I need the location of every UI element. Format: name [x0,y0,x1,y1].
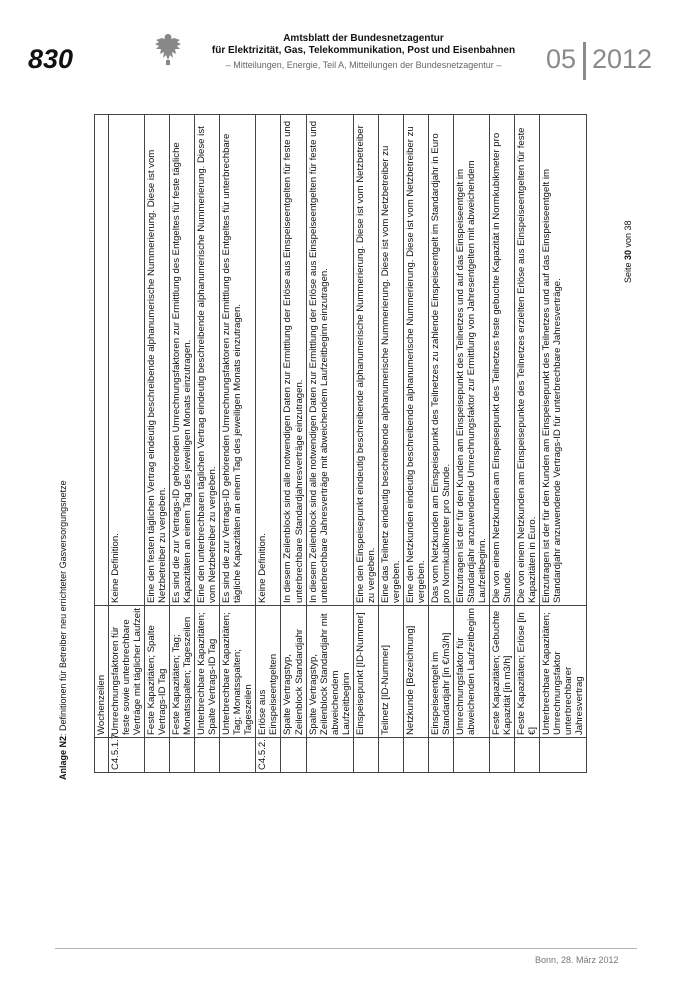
table-row [378,115,403,773]
row-code-cell [195,738,220,773]
row-code-cell [540,738,587,773]
table-row [256,115,281,773]
row-field-cell: Feste Kapazitäten; Erlöse [in €] [515,606,540,738]
row-description-cell: In diesem Zeilenblock sind alle notwendigen Daten zur Ermittlung der Erlöse aus Einspeiseentgelten für feste und unterbrechbare Standardjahresverträge einzutragen. [281,115,306,606]
row-field-cell: Erlöse aus Einspeiseentgelten [256,606,281,738]
row-field-cell: Umrechnungsfaktor für abweichenden Laufzeitbeginn [453,606,489,738]
table-row [540,115,587,773]
row-description-cell: Eine den Einspeisepunkt eindeutig beschreibende alphanumerische Nummerierung. Diese ist vom Netzbetreiber zu vergeben. [353,115,378,606]
row-code-cell [428,738,453,773]
row-code-cell [220,738,256,773]
row-code-cell [490,738,515,773]
row-code-cell [95,738,109,773]
page-counter-mid: von [623,230,633,250]
row-field-cell: Wochenzeilen [95,606,109,738]
row-field-cell: Teilnetz [ID-Nummer] [378,606,403,738]
row-field-cell: Netzkunde [Bezeichnung] [403,606,428,738]
row-description-cell: Die von einem Netzkunden am Einspeisepunkt des Teilnetzes feste gebuchte Kapazität in Normkubikmeter pro Stunde. [490,115,515,606]
federal-eagle-logo [153,32,183,66]
row-description-cell: Einzutragen ist der für den Kunden am Einspeisepunkt des Teilnetzes und auf das Einspeiseentgelt im Standardjahr anzuwendende Vertrags-ID für unterbrechbare Jahresverträge. [540,115,587,606]
publisher-subtitle: für Elektrizität, Gas, Telekommunikation, Post und Eisenbahnen [211,45,516,56]
row-description-cell: Eine den festen täglichen Vertrag eindeutig beschreibende alphanumerische Nummerierung. Diese ist vom Netzbetreiber zu vergeben. [145,115,170,606]
definitions-table [94,114,587,773]
table-row [306,115,353,773]
row-code-cell [403,738,428,773]
row-description-cell [95,115,109,606]
row-code-cell [378,738,403,773]
row-field-cell: Unterbrechbare Kapazitäten; Tag; Monatsspalten; Tageszeilen [220,606,256,738]
issue-number: 05 [546,44,577,74]
row-field-cell: Einspeisepunkt [ID-Nummer] [353,606,378,738]
row-description-cell: In diesem Zeilenblock sind alle notwendigen Daten zur Ermittlung der Erlöse aus Einspeiseentgelten für feste und unterbrechbare Jahresverträge mit abweichendem Laufzeitbeginn einzutragen. [306,115,353,606]
table-row [220,115,256,773]
row-code-cell [281,738,306,773]
row-field-cell: Unterbrechbare Kapazitäten; Umrechnungsfaktor unterbrechbarer Jahresvertrag [540,606,587,738]
row-field-cell: Spalte Vertragstyp, Zeilenblock Standardjahr [281,606,306,738]
section-title: – Mitteilungen, Energie, Teil A, Mitteilungen der Bundesnetzagentur – [225,60,502,70]
page-number: 830 [28,44,74,74]
table-row [95,115,109,773]
row-description-cell: Das vom Netzkunden am Einspeisepunkt des Teilnetzes zu zahlende Einspeiseentgelt im Standardjahr in Euro pro Normkubikmeter pro Stunde. [428,115,453,606]
row-code-cell [145,738,170,773]
annex-title-text: : Definitionen für Betreiber neu errichteter Gasversorgungsnetze [58,480,68,736]
row-description-cell: Eine das Teilnetz eindeutig beschreibende alphanumerische Nummerierung. Diese ist vom Netzbetreiber zu vergeben. [378,115,403,606]
table-row [515,115,540,773]
issue-divider [583,42,586,80]
row-description-cell: Eine den Netzkunden eindeutig beschreibende alphanumerische Nummerierung. Diese ist vom Netzbetreiber zu vergeben. [403,115,428,606]
annex-title [58,480,68,780]
row-field-cell: Unterbrechbare Kapazitäten; Spalte Vertrags-ID Tag [195,606,220,738]
issue-year: 2012 [592,44,653,74]
table-row [353,115,378,773]
row-code-cell [306,738,353,773]
row-description-cell: Keine Definition. [109,115,145,606]
page-counter-prefix: Seite [623,259,633,283]
row-field-cell: Feste Kapazitäten; Gebuchte Kapazität [in m3/h] [490,606,515,738]
row-code-cell [453,738,489,773]
table-row [195,115,220,773]
footer-rule [55,948,637,949]
publisher-title: Amtsblatt der Bundesnetzagentur [283,33,444,44]
table-row [403,115,428,773]
row-field-cell: Spalte Vertragstyp, Zeilenblock Standardjahr mit abweichendem Laufzeitbeginn [306,606,353,738]
row-field-cell: Einspeiseentgelt im Standardjahr [in €/m3/h] [428,606,453,738]
page-counter-total: 38 [623,220,633,231]
row-code-cell: C4.5.2. [256,738,281,773]
table-row [281,115,306,773]
table-row [145,115,170,773]
row-description-cell: Einzutragen ist der für den Kunden am Einspeisepunkt des Teilnetzes und auf das Einspeiseentgelt im Standardjahr anzuwendende Umrechnungsfaktor zur Ermittlung von Jahresentgelten mit abweichendem Laufzeitbeginn. [453,115,489,606]
row-field-cell: Feste Kapazitäten; Tag; Monatsspalten; Tageszeilen [170,606,195,738]
table-row [453,115,489,773]
table-row [109,115,145,773]
table-row [490,115,515,773]
annex-label: Anlage N2 [58,735,68,780]
row-code-cell: C4.5.1.7. [109,738,145,773]
table-row [170,115,195,773]
definitions-table-container [94,115,614,773]
row-description-cell: Es sind die zur Vertrags-ID gehörenden Umrechnungsfaktoren zur Ermittlung des Entgeltes für feste tägliche Kapazitäten an einem Tag des jeweiligen Monats einzutragen. [170,115,195,606]
row-code-cell [353,738,378,773]
page-counter [623,220,633,283]
row-description-cell: Keine Definition. [256,115,281,606]
row-code-cell [515,738,540,773]
page-counter-current: 30 [623,249,633,260]
row-description-cell: Eine den unterbrechbaren täglichen Vertrag eindeutig beschreibende alphanumerische Nummerierung. Diese ist vom Netzbetreiber zu vergeben. [195,115,220,606]
row-field-cell: Umrechnungsfaktoren für feste sowie unterbrechbare Verträge mit täglicher Laufzeit [109,606,145,738]
row-description-cell: Die von einem Netzkunden am Einspeisepunkte des Teilnetzes erzielten Erlöse aus Einspeiseentgelten für feste Kapazitäten in Euro. [515,115,540,606]
row-field-cell: Feste Kapazitäten; Spalte Vertrags-ID Tag [145,606,170,738]
row-code-cell [170,738,195,773]
row-description-cell: Es sind die zur Vertrags-ID gehörenden Umrechnungsfaktoren zur Ermittlung des Entgeltes für unterbrechbare tägliche Kapazitäten an einem Tag des jeweiligen Monats einzutragen. [220,115,256,606]
table-row [428,115,453,773]
footer-place-date: Bonn, 28. März 2012 [535,955,619,965]
